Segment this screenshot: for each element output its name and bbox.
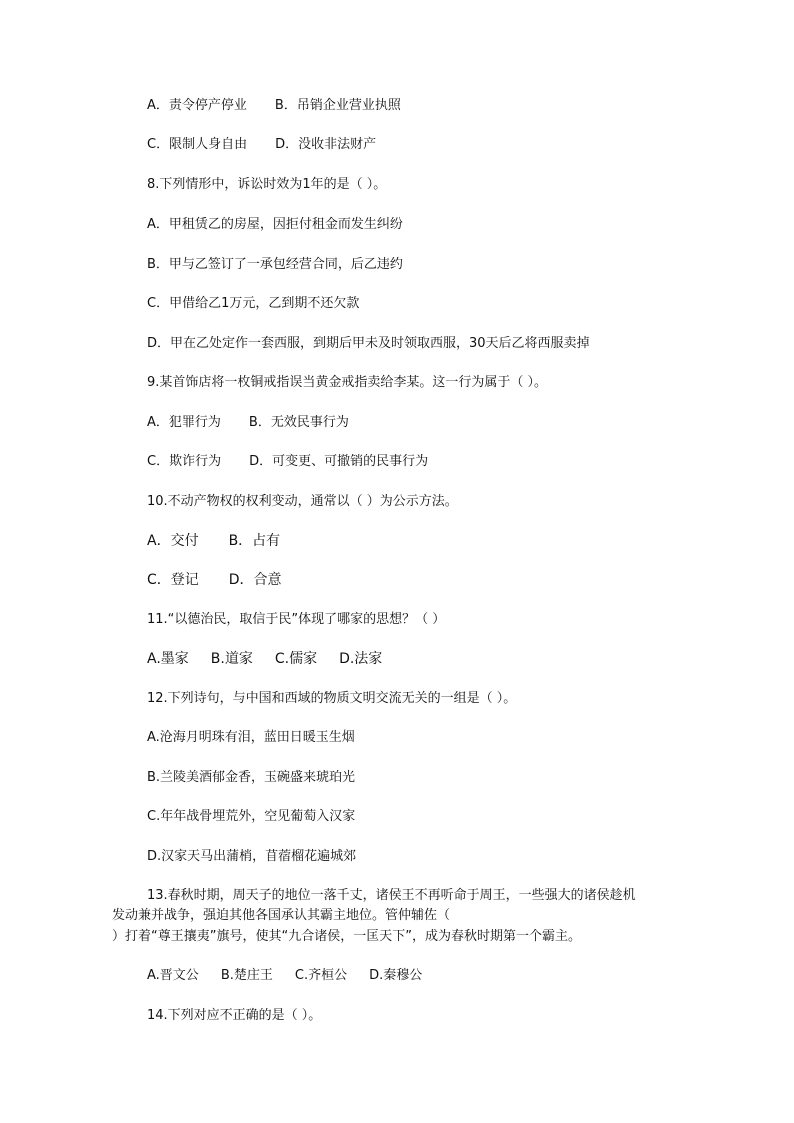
q7-options-row-2: [147, 136, 734, 154]
q13-stem-line-1: 13.春秋时期，周天子的地位一落千丈，诸侯王不再听命于周王，一些强大的诸侯趁机: [147, 888, 636, 903]
q13-option-d[interactable]: D.秦穆公: [369, 968, 423, 983]
q11-option-d[interactable]: D.法家: [339, 651, 383, 667]
q11-option-b[interactable]: B.道家: [210, 651, 253, 667]
q13-option-b[interactable]: B.楚庄王: [220, 968, 273, 983]
q9-option-d[interactable]: D．可变更、可撤销的民事行为: [249, 454, 429, 469]
q9-options-row-1: [147, 414, 734, 432]
q13-stem-line-3: ）打着“尊王攘夷”旗号，使其“九合诸侯，一匡天下”，成为春秋时期第一个霸主。: [112, 929, 581, 944]
q8-option-b[interactable]: B．甲与乙签订了一承包经营合同，后乙违约: [147, 257, 403, 272]
q7-option-c[interactable]: C．限制人身自由: [147, 137, 248, 152]
q12-option-c[interactable]: C.年年战骨埋荒外，空见葡萄入汉家: [147, 809, 356, 824]
q13-options-row: [147, 967, 734, 985]
q7-option-b[interactable]: B．吊销企业营业执照: [274, 98, 401, 113]
q8-stem: 8.下列情形中，诉讼时效为1年的是（ ）。: [147, 177, 387, 192]
q10-options-row-2: [147, 571, 734, 589]
q8-option-c[interactable]: C．甲借给乙1万元，乙到期不还欠款: [147, 296, 360, 311]
q11-stem: 11.“以德治民，取信于民”体现了哪家的思想？（ ）: [147, 612, 446, 627]
q7-option-a[interactable]: A．责令停产停业: [147, 98, 247, 113]
q12-option-b[interactable]: B.兰陵美酒郁金香，玉碗盛来琥珀光: [147, 770, 356, 785]
q9-options-row-2: [147, 453, 734, 471]
q9-option-c[interactable]: C．欺诈行为: [147, 454, 222, 469]
q9-option-b[interactable]: B．无效民事行为: [248, 415, 349, 430]
q12-option-d[interactable]: D.汉家天马出蒲梢，苜蓿榴花遍城郊: [147, 849, 357, 864]
q7-option-d[interactable]: D．没收非法财产: [275, 137, 377, 152]
q11-options-row: [147, 650, 734, 668]
q9-option-a[interactable]: A．犯罪行为: [147, 415, 221, 430]
q14-stem: 14.下列对应不正确的是（ ）。: [147, 1008, 322, 1023]
q10-option-b[interactable]: B．占有: [228, 533, 281, 549]
q8-option-a[interactable]: A．甲租赁乙的房屋，因拒付租金而发生纠纷: [147, 217, 403, 232]
q10-option-c[interactable]: C．登记: [147, 572, 199, 588]
q10-options-row-1: [147, 532, 734, 550]
q7-options-row-1: [147, 97, 734, 115]
q13-option-a[interactable]: A.晋文公: [147, 968, 199, 983]
q13-stem-line-2: 发动兼并战争，强迫其他各国承认其霸主地位。管仲辅佐（: [112, 908, 451, 923]
q11-option-c[interactable]: C.儒家: [274, 651, 318, 667]
q12-option-a[interactable]: A.沧海月明珠有泪，蓝田日暖玉生烟: [147, 730, 355, 745]
q12-stem: 12.下列诗句，与中国和西域的物质文明交流无关的一组是（ ）。: [147, 691, 517, 706]
q10-option-d[interactable]: D．合意: [228, 572, 282, 588]
q13-option-c[interactable]: C.齐桓公: [294, 968, 348, 983]
q10-option-a[interactable]: A．交付: [147, 533, 199, 549]
q10-stem: 10.不动产物权的权利变动，通常以（ ）为公示方法。: [147, 494, 458, 509]
q8-option-d[interactable]: D．甲在乙处定作一套西服，到期后甲未及时领取西服，30天后乙将西服卖掉: [147, 336, 590, 351]
q9-stem: 9.某首饰店将一枚铜戒指误当黄金戒指卖给李某。这一行为属于（ ）。: [147, 375, 548, 390]
q11-option-a[interactable]: A.墨家: [147, 651, 189, 667]
